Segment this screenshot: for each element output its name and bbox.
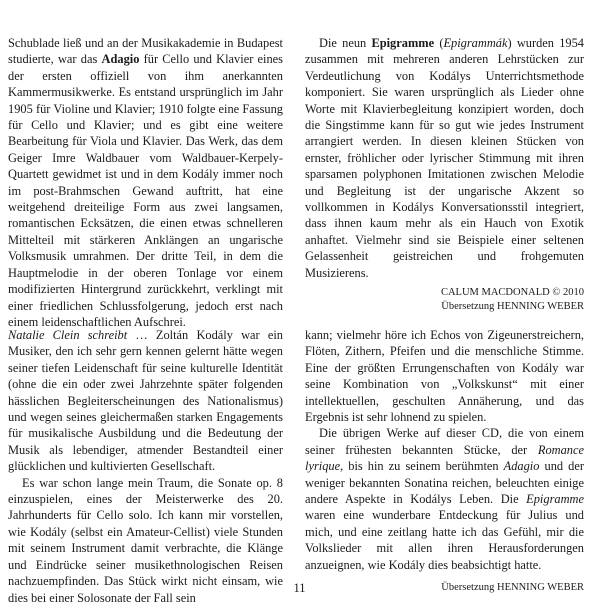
text-run: waren eine wunderbare Entdeckung für Julius und mich, und eine zeitlang hatte ich das Gefühl, mir die Volkslieder mit allen ihren Herausforderungen anzueignen, wie Kodály dies beabsichtigt hatte. bbox=[305, 508, 584, 572]
other-works-paragraph bbox=[305, 425, 584, 573]
clein-byline: Natalie Clein schreibt bbox=[8, 328, 128, 342]
text-run: Schublade ließ und an der Musikakademie in Budapest studierte, war das bbox=[8, 36, 283, 67]
top-right-column bbox=[305, 35, 584, 314]
text-run: Es war schon lange mein Traum, die Sonate op. 8 einzuspielen, eines der Meisterwerke des 20. Jahrhunderts für Cello solo. Ich kann mir vorstellen, wie Kodály (selbst ein Amateur-Cellist) viele Stunden mit seinem Instrument damit verbrachte, die Klänge und Eindrücke seiner musikethnologischen Reisen nachzuempfinden. Das Stück wirkt nicht einsam, wie dies bei einer Solosonate der Fall sein bbox=[8, 475, 283, 605]
text-run: und der weniger bekannten Sonatina reichen, beleuchten einige andere Aspekte in Kodálys Leben. Die bbox=[305, 459, 584, 507]
text-run: ( bbox=[434, 36, 444, 50]
epigramme-title: Epigramme bbox=[371, 36, 435, 50]
romance-lyrique-title: Romance lyrique bbox=[305, 442, 584, 474]
epigramme-paragraph bbox=[305, 35, 584, 281]
text-run: … Zoltán Kodály war ein Musiker, den ich sehr gern kennen gelernt hätte wegen seiner tiefen Leidenschaft für seine kulturelle Identität (ohne die ein oder zwei Jahrzehnte später folgenden hässlichen Begleiterscheinungen des Nationalismus) und wegen seines gleichermaßen starken Engagements für musikalische Ausbildung und die Bedeutung der Musik als lebendiger, atmender Bestandteil einer glücklichen und kultivierten Gesellschaft. bbox=[8, 328, 283, 474]
epigrammak-title: Epigrammák bbox=[443, 36, 508, 50]
credit-translation: Übersetzung HENNING WEBER bbox=[441, 301, 584, 313]
top-left-column bbox=[8, 35, 283, 330]
bottom-right-column bbox=[305, 327, 584, 595]
text-run: kann; vielmehr höre ich Echos von Zigeunerstreichern, Flöten, Zithern, Pfeifen und die menschliche Stimme. Eine der größten Errungenschaften von Kodály war seine Kombination von „Volkskunst“ mit einer intellektuellen, geschulten Annäherung, und das Ergebnis ist sehr lohnend zu spielen. bbox=[305, 328, 584, 425]
text-run: Die übrigen Werke auf dieser CD, die von einem seiner frühesten bekannten Stücke, der bbox=[305, 426, 584, 457]
adagio-title: Adagio bbox=[503, 459, 540, 474]
epigramme-title: Epigramme bbox=[526, 492, 584, 507]
credit-author: CALUM MACDONALD © 2010 bbox=[440, 287, 584, 299]
adagio-title: Adagio bbox=[101, 52, 140, 67]
text-run: ) wurden 1954 zusammen mit mehreren anderen Lehrstücken zur Verdeutlichung von Kodálys Unterrichtsmethode komponiert. Sie waren ursprünglich als Lieder ohne Worte mit Klavierbegleitung konzipiert worden, doch die Singstimme kann für so gut wie jedes Instrument arrangiert werden. In diesen kleinen Stücken von ernster, fröhlicher oder lyrischer Stimmung mit ihren sparsamen polyphonen Imitationen zwischen Melodie und Begleitung ist der ungarische Akzent so vollkommen in Kodálys Konversationsstil integriert, dass ihnen kaum mehr als ein Hauch von Exotik anhaftet. Vielmehr sind sie Beispiele einer seltenen Gelassenheit geistreichen und frohgemuten Musizierens. bbox=[305, 36, 585, 280]
text-run: , bis hin zu seinem berühmten bbox=[340, 459, 504, 474]
text-run: Die neun bbox=[319, 36, 372, 50]
author-credit bbox=[305, 286, 584, 314]
credit-translation: Übersetzung HENNING WEBER bbox=[441, 582, 584, 594]
page-number: 11 bbox=[293, 581, 306, 595]
clein-intro-paragraph bbox=[8, 327, 283, 475]
adagio-paragraph bbox=[8, 35, 283, 330]
bottom-left-column bbox=[8, 327, 283, 606]
text-run: für Cello und Klavier eines der ersten offiziell von ihm anerkannten Kammermusikwerke. Es entstand ursprünglich im Jahr 1905 für Violine und Klavier; 1910 folgte eine Fassung für Cello und Klavier; und es gibt eine weitere Bearbeitung für Viola und Klavier. Das Werk, das dem Geiger Imre Waldbauer vom Waldbauer-Kerpely-Quartett gewidmet ist und in dem Kodály immer noch im post-Brahmschen Gewand auftritt, hat eine weitgehend dreiteilige Form aus zwei langsamen, romantischen Ecksätzen, die einen etwas schnelleren Mittelteil mit stärkeren Anklängen an ungarische Volksmusik umrahmen. Der dritte Teil, in dem die Hauptmelodie in der oberen Tonlage vor einem modifizierten Hintergrund zurückkehrt, verklingt mit einer friedlichen Schlussfolgerung, jedoch erst nach einem leidenschaftlichen Aufschrei. bbox=[8, 52, 284, 329]
continued-paragraph bbox=[305, 327, 584, 425]
